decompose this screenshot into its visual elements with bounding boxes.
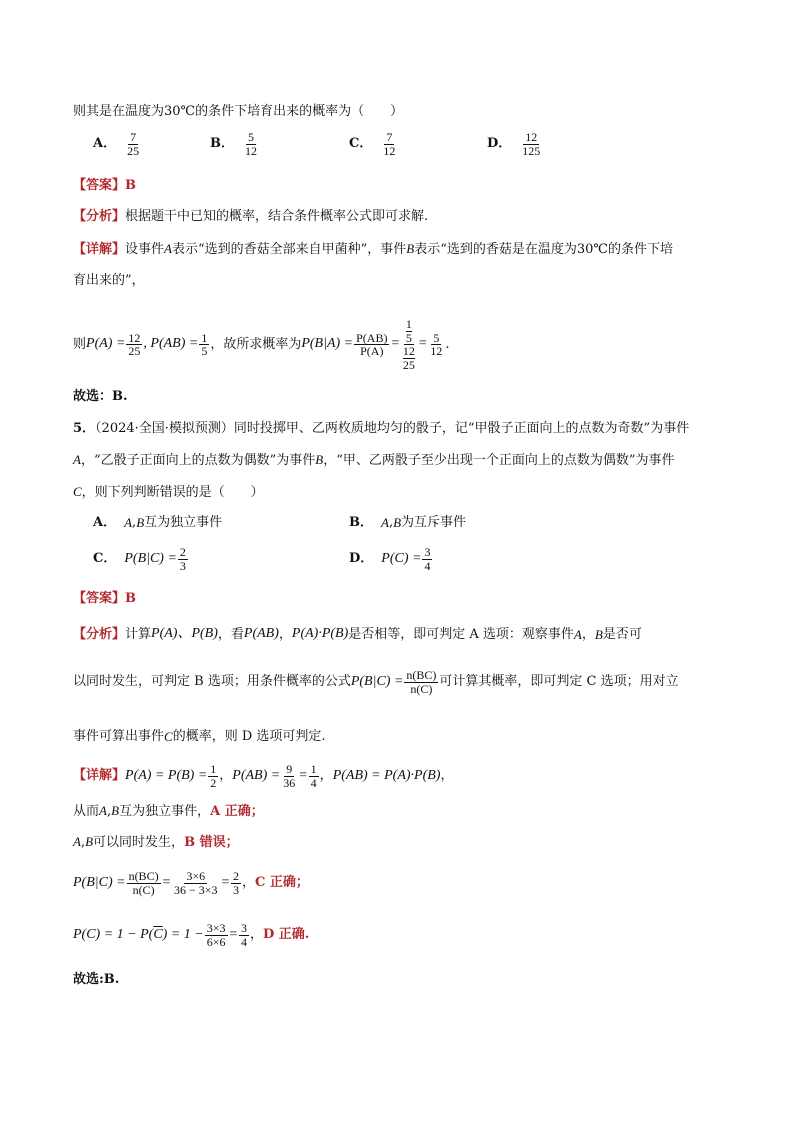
- q5-detail-line1: 【详解】 P(A) = P(B) = $\frac{1}{2}$ ， P(AB) = $\frac{9}{36}$ = $\frac{1}{4}$ ， P(AB) = P(A)·P(B) ，: [73, 762, 454, 790]
- q5-stem-line2: A，“乙骰子正面向上的点数为偶数”为事件B，“甲、乙两骰子至少出现一个正面向上的点数为偶数”为事件: [73, 452, 675, 468]
- q4-detail-line1: 【详解】设事件A表示“选到的香菇全部来自甲菌种”，事件B表示“选到的香菇是在温度为30℃的条件下培: [73, 241, 673, 257]
- q4-option-a: A． $\frac{7}{25}$: [93, 130, 140, 158]
- q4-option-b: B． $\frac{5}{12}$: [210, 130, 257, 158]
- q4-formula: 则 P(A) = $\frac{12}{25}$ , P(AB) = $\frac{1}{5}$ ，故所求概率为 P(B|A) = $\frac{P(AB)}{P(A)}$ = 1 5 12 25 = $\frac{5}{12}$ .: [73, 317, 450, 372]
- q5-option-b: B． A , B 为互斥事件: [349, 515, 467, 530]
- q5-conclusion: 故选:B.: [73, 972, 120, 987]
- q5-detail-line5: $P(C) = 1 - P(\overline{C}) = 1$ − $\frac{3\times 3}{6\times 6}$ = $\frac{3}{4}$ ， D 正确.: [73, 921, 310, 949]
- q5-analysis-line3: 事件可算出事件 C 的概率，则 D 选项可判定.: [73, 729, 326, 744]
- q5-option-a: A． A , B 互为独立事件: [93, 515, 223, 530]
- q5-option-d: D． P(C) = $\frac{3}{4}$: [349, 545, 431, 573]
- q5-detail-line4: P(B|C) = $\frac{n(BC)}{n(C)}$ = $\frac{3\times 6}{36 - 3\times 3}$ = $\frac{2}{3}$ ， C 正确；: [73, 869, 309, 897]
- q4-answer: 【答案】B: [73, 178, 137, 193]
- q5-stem-line1: 5．（2024·全国·模拟预测）同时投掷甲、乙两枚质地均匀的骰子，记“甲骰子正面向上的点数为奇数”为事件: [73, 421, 690, 436]
- q5-detail-line2: 从而A,B互为独立事件，A 正确；: [73, 803, 264, 819]
- q4-option-d: D． $\frac{12}{125}$: [487, 130, 541, 158]
- q5-detail-line3: A,B可以同时发生，B 错误；: [73, 834, 239, 850]
- q4-stem: 则其是在温度为30℃的条件下培育出来的概率为（ ）: [73, 104, 404, 119]
- q4-detail-line2: 育出来的”，: [73, 273, 145, 288]
- q5-analysis-line2: 以同时发生，可判定 B 选项；用条件概率的公式 P(B|C) = $\frac{n(BC)}{n(C)}$ 可计算其概率，即可判定 C 选项；用对立: [73, 668, 679, 696]
- q5-option-c: C． P(B|C) = $\frac{2}{3}$: [93, 545, 186, 573]
- q4-conclusion: 故选：B.: [73, 389, 128, 404]
- q4-analysis: 【分析】根据题干中已知的概率，结合条件概率公式即可求解.: [73, 209, 429, 224]
- q5-stem-line3: C，则下列判断错误的是（ ）: [73, 484, 264, 500]
- q5-analysis-line1: 【分析】 计算 P(A)、P(B) ，看 P(AB) ， P(A)·P(B) 是否相等，即可判定 A 选项：观察事件 A ， B 是否可: [73, 626, 642, 642]
- q5-answer: 【答案】B: [73, 591, 137, 606]
- q4-option-c: C． $\frac{7}{12}$: [349, 130, 396, 158]
